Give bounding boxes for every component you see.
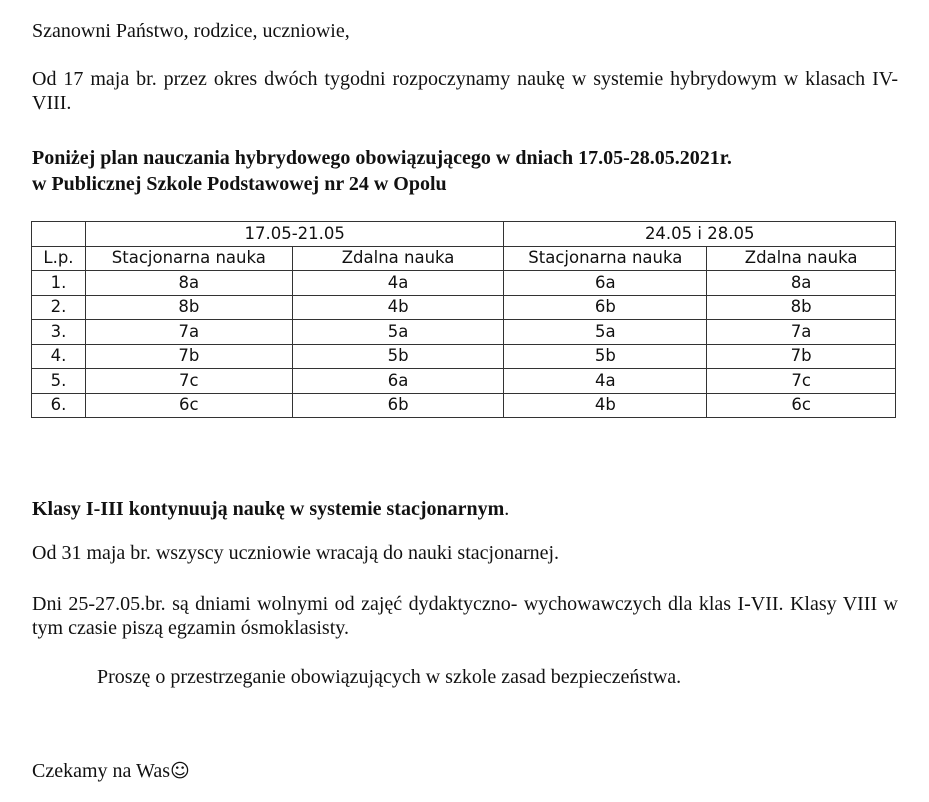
plan-heading (32, 145, 732, 197)
table-cell: 4b (292, 295, 504, 320)
table-cell: 6b (292, 393, 504, 418)
table-cell-lp: 2. (32, 295, 86, 320)
table-cell: 4a (504, 369, 707, 394)
closing-text: Czekamy na Was (32, 760, 170, 782)
table-cell: 7c (85, 369, 292, 394)
greeting: Szanowni Państwo, rodzice, uczniowie, (32, 20, 350, 42)
table-cell: 5a (292, 320, 504, 345)
table-cell: 4b (504, 393, 707, 418)
table-header-row (32, 246, 896, 271)
table-cell: 7a (85, 320, 292, 345)
smiley-icon: ☺ (169, 760, 190, 782)
table-cell-lp: 4. (32, 344, 86, 369)
table-row (32, 295, 896, 320)
table-cell: 6a (292, 369, 504, 394)
plan-heading-line-2: w Publicznej Szkole Podstawowej nr 24 w Opolu (32, 173, 447, 195)
table-cell: 5b (504, 344, 707, 369)
table-cell: 8a (85, 271, 292, 296)
table-row (32, 344, 896, 369)
table-row (32, 369, 896, 394)
return-info: Od 31 maja br. wszyscy uczniowie wracają do nauki stacjonarnej. (32, 542, 560, 564)
classes-1-3-notice (32, 497, 509, 521)
classes-1-3-text: Klasy I-III kontynuują naukę w systemie stacjonarnym (32, 498, 505, 520)
table-header-p1-stationary: Stacjonarna nauka (85, 246, 292, 271)
table-cell: 7c (707, 369, 896, 394)
table-cell: 6b (504, 295, 707, 320)
table-cell-lp: 5. (32, 369, 86, 394)
table-cell: 7a (707, 320, 896, 345)
table-row (32, 271, 896, 296)
table-cell-lp: 6. (32, 393, 86, 418)
table-row (32, 320, 896, 345)
closing (32, 759, 190, 783)
table-cell: 8b (707, 295, 896, 320)
table-period-2: 24.05 i 28.05 (504, 222, 896, 247)
table-period-row (32, 222, 896, 247)
table-header-p2-stationary: Stacjonarna nauka (504, 246, 707, 271)
table-cell: 6c (707, 393, 896, 418)
table-cell: 7b (707, 344, 896, 369)
table-cell: 7b (85, 344, 292, 369)
table-cell: 6a (504, 271, 707, 296)
table-header-p2-remote: Zdalna nauka (707, 246, 896, 271)
table-cell-lp: 1. (32, 271, 86, 296)
table-header-lp: L.p. (32, 246, 86, 271)
plan-heading-line-1: Poniżej plan nauczania hybrydowego obowiązującego w dniach 17.05-28.05.2021r. (32, 147, 732, 169)
classes-1-3-period: . (504, 498, 510, 520)
table-cell: 6c (85, 393, 292, 418)
table-cell: 5b (292, 344, 504, 369)
table-cell: 4a (292, 271, 504, 296)
table-cell: 8b (85, 295, 292, 320)
table-cell: 8a (707, 271, 896, 296)
table-period-1: 17.05-21.05 (85, 222, 503, 247)
table-row (32, 393, 896, 418)
safety-notice: Proszę o przestrzeganie obowiązujących w szkole zasad bezpieczeństwa. (97, 666, 682, 688)
table-cell-lp: 3. (32, 320, 86, 345)
hybrid-schedule-table (31, 221, 896, 418)
intro-paragraph: Od 17 maja br. przez okres dwóch tygodni rozpoczynamy naukę w systemie hybrydowym w klasach IV-VIII. (32, 68, 898, 114)
table-header-p1-remote: Zdalna nauka (292, 246, 504, 271)
table-empty-corner (32, 222, 86, 247)
table-cell: 5a (504, 320, 707, 345)
free-days-paragraph: Dni 25-27.05.br. są dniami wolnymi od zajęć dydaktyczno- wychowawczych dla klas I-VII. Klasy VIII w tym czasie piszą egzamin ósmoklasisty. (32, 593, 898, 639)
